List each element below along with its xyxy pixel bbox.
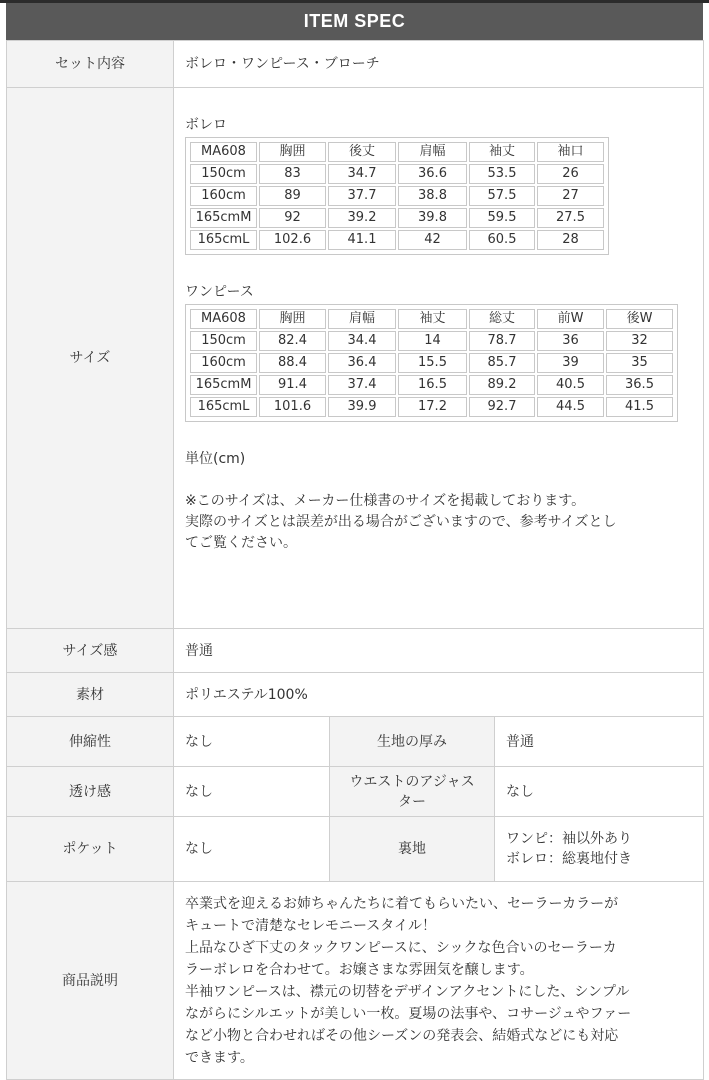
onepiece-cell: 41.5 — [606, 397, 673, 417]
bolero-cell: 28 — [537, 230, 604, 250]
label-lining: 裏地 — [330, 817, 495, 882]
onepiece-cell: 150cm — [190, 331, 257, 351]
onepiece-cell: 34.4 — [328, 331, 396, 351]
bolero-cell: 60.5 — [469, 230, 535, 250]
row-size-fit — [7, 629, 704, 673]
onepiece-cell: 39.9 — [328, 397, 396, 417]
onepiece-row — [190, 353, 673, 373]
onepiece-cell: 89.2 — [469, 375, 535, 395]
bolero-cell: 83 — [259, 164, 326, 184]
description-line: できます。 — [185, 1049, 254, 1066]
value-size — [174, 88, 704, 629]
description-line: 卒業式を迎えるお姉ちゃんたちに着てもらいたい、セーラーカラーが — [185, 895, 619, 912]
onepiece-header-cell: 胸囲 — [259, 309, 326, 329]
bolero-header-cell: 袖口 — [537, 142, 604, 162]
onepiece-cell: 36.5 — [606, 375, 673, 395]
label-description: 商品説明 — [7, 882, 174, 1080]
bolero-row — [190, 186, 604, 206]
onepiece-cell: 17.2 — [398, 397, 467, 417]
bolero-row — [190, 208, 604, 228]
label-waist-adjuster-line-2: ター — [398, 793, 426, 810]
bolero-cell: 165cmM — [190, 208, 257, 228]
onepiece-header-row — [190, 309, 673, 329]
size-note-line-3: てご覧ください。 — [185, 535, 297, 551]
spec-table — [6, 40, 704, 1080]
bolero-cell: 102.6 — [259, 230, 326, 250]
size-note-line-1: ※このサイズは、メーカー仕様書のサイズを掲載しております。 — [185, 493, 586, 509]
header-title: ITEM SPEC — [303, 11, 406, 31]
bolero-size-table — [185, 137, 609, 255]
description-line: 半袖ワンピースは、襟元の切替をデザインアクセントにした、シンプル — [185, 983, 630, 1000]
bolero-cell: 57.5 — [469, 186, 535, 206]
bolero-cell: 89 — [259, 186, 326, 206]
onepiece-cell: 15.5 — [398, 353, 467, 373]
description-line: キュートで清楚なセレモニースタイル！ — [185, 917, 437, 934]
onepiece-cell: 37.4 — [328, 375, 396, 395]
onepiece-cell: 82.4 — [259, 331, 326, 351]
row-pocket — [7, 817, 704, 882]
value-lining — [495, 817, 704, 882]
bolero-cell: 39.2 — [328, 208, 396, 228]
onepiece-cell: 88.4 — [259, 353, 326, 373]
bolero-cell: 36.6 — [398, 164, 467, 184]
label-set-contents: セット内容 — [7, 41, 174, 88]
size-note-line-2: 実際のサイズとは誤差が出る場合がございますので、参考サイズとし — [185, 514, 617, 530]
bolero-header-row — [190, 142, 604, 162]
onepiece-row — [190, 375, 673, 395]
bolero-header-cell: 後丈 — [328, 142, 396, 162]
onepiece-cell: 39 — [537, 353, 604, 373]
value-fabric-thickness: 普通 — [495, 717, 704, 767]
bolero-cell: 160cm — [190, 186, 257, 206]
row-sheer — [7, 767, 704, 817]
bolero-cell: 165cmL — [190, 230, 257, 250]
onepiece-cell: 40.5 — [537, 375, 604, 395]
row-size — [7, 88, 704, 629]
label-sheer: 透け感 — [7, 767, 174, 817]
bolero-cell: 42 — [398, 230, 467, 250]
row-set-contents — [7, 41, 704, 88]
onepiece-cell: 165cmL — [190, 397, 257, 417]
onepiece-cell: 160cm — [190, 353, 257, 373]
bolero-cell: 150cm — [190, 164, 257, 184]
value-lining-line-1: ワンピ：袖以外あり — [506, 831, 632, 847]
value-material: ポリエステル100% — [174, 673, 704, 717]
label-fabric-thickness: 生地の厚み — [330, 717, 495, 767]
onepiece-row — [190, 397, 673, 417]
label-size: サイズ — [7, 88, 174, 629]
onepiece-cell: 14 — [398, 331, 467, 351]
value-set-contents: ボレロ・ワンピース・ブローチ — [174, 41, 704, 88]
onepiece-cell: 78.7 — [469, 331, 535, 351]
bolero-cell: 53.5 — [469, 164, 535, 184]
onepiece-row — [190, 331, 673, 351]
row-description — [7, 882, 704, 1080]
onepiece-cell: 36 — [537, 331, 604, 351]
label-size-fit: サイズ感 — [7, 629, 174, 673]
onepiece-cell: 165cmM — [190, 375, 257, 395]
onepiece-cell: 44.5 — [537, 397, 604, 417]
description-line: など小物と合わせればその他シーズンの発表会、結婚式などにも対応 — [185, 1027, 619, 1044]
onepiece-cell: 85.7 — [469, 353, 535, 373]
onepiece-header-cell: 肩幅 — [328, 309, 396, 329]
label-material: 素材 — [7, 673, 174, 717]
value-pocket: なし — [174, 817, 330, 882]
label-stretch: 伸縮性 — [7, 717, 174, 767]
onepiece-cell: 92.7 — [469, 397, 535, 417]
value-sheer: なし — [174, 767, 330, 817]
bolero-title: ボレロ — [185, 117, 227, 133]
description-line: ラーボレロを合わせて。お嬢さまな雰囲気を醸します。 — [185, 961, 534, 978]
onepiece-cell: 36.4 — [328, 353, 396, 373]
onepiece-header-cell: 後W — [606, 309, 673, 329]
bolero-cell: 41.1 — [328, 230, 396, 250]
bolero-cell: 92 — [259, 208, 326, 228]
description-line: ながらにシルエットが美しい一枚。夏場の法事や、コサージュやファー — [185, 1005, 632, 1022]
bolero-cell: 27.5 — [537, 208, 604, 228]
bolero-cell: 26 — [537, 164, 604, 184]
bolero-cell: 37.7 — [328, 186, 396, 206]
row-stretch — [7, 717, 704, 767]
onepiece-cell: 101.6 — [259, 397, 326, 417]
label-waist-adjuster-line-1: ウエストのアジャス — [349, 773, 475, 790]
bolero-row — [190, 230, 604, 250]
label-waist-adjuster — [330, 767, 495, 817]
onepiece-header-cell: 総丈 — [469, 309, 535, 329]
bolero-header-cell: 胸囲 — [259, 142, 326, 162]
bolero-cell: 34.7 — [328, 164, 396, 184]
bolero-header-cell: MA608 — [190, 142, 257, 162]
bolero-cell: 38.8 — [398, 186, 467, 206]
onepiece-cell: 16.5 — [398, 375, 467, 395]
onepiece-cell: 35 — [606, 353, 673, 373]
onepiece-size-table — [185, 304, 678, 422]
description-line: 上品なひざ下丈のタックワンピースに、シックな色合いのセーラーカ — [185, 939, 617, 956]
onepiece-header-cell: 前W — [537, 309, 604, 329]
onepiece-title: ワンピース — [185, 284, 254, 300]
bolero-cell: 39.8 — [398, 208, 467, 228]
value-stretch: なし — [174, 717, 330, 767]
bolero-header-cell: 肩幅 — [398, 142, 467, 162]
value-size-fit: 普通 — [174, 629, 704, 673]
size-unit: 単位(cm) — [185, 451, 246, 467]
row-material — [7, 673, 704, 717]
bolero-cell: 59.5 — [469, 208, 535, 228]
label-pocket: ポケット — [7, 817, 174, 882]
onepiece-header-cell: 袖丈 — [398, 309, 467, 329]
onepiece-cell: 32 — [606, 331, 673, 351]
onepiece-cell: 91.4 — [259, 375, 326, 395]
bolero-cell: 27 — [537, 186, 604, 206]
value-description — [174, 882, 704, 1080]
value-lining-line-2: ボレロ：総裏地付き — [506, 851, 632, 867]
value-waist-adjuster: なし — [495, 767, 704, 817]
onepiece-header-cell: MA608 — [190, 309, 257, 329]
bolero-row — [190, 164, 604, 184]
item-spec-header — [6, 3, 703, 40]
bolero-header-cell: 袖丈 — [469, 142, 535, 162]
